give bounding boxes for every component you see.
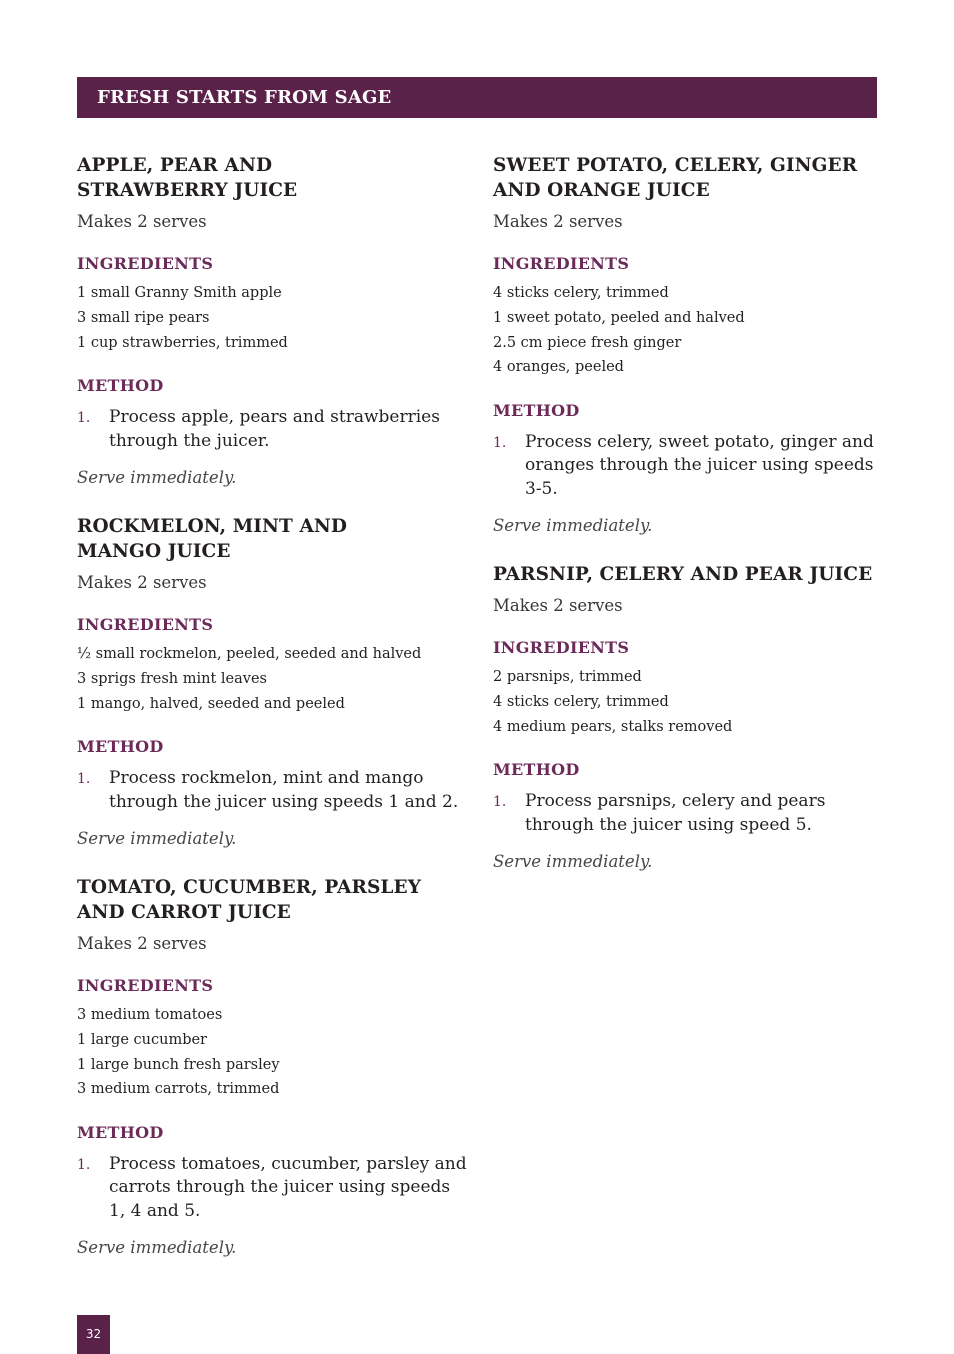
method-step bbox=[77, 1153, 467, 1223]
ingredients-heading: INGREDIENTS bbox=[77, 254, 214, 273]
step-text: Process apple, pears and strawberries through the juicer. bbox=[109, 407, 440, 451]
serve-note: Serve immediately. bbox=[493, 852, 653, 872]
ingredient-item: 1 small Granny Smith apple bbox=[77, 285, 282, 301]
ingredients-heading: INGREDIENTS bbox=[77, 614, 214, 634]
ingredient-item: 2.5 cm piece fresh ginger bbox=[493, 334, 682, 351]
step-text: Process celery, sweet potato, ginger and oranges through the juicer using speeds 3-5. bbox=[525, 432, 874, 499]
ingredient-item: 1 sweet potato, peeled and halved bbox=[493, 309, 745, 326]
method-steps bbox=[493, 790, 877, 837]
recipe-title bbox=[493, 562, 877, 587]
ingredient-item: 4 oranges, peeled bbox=[493, 359, 624, 376]
method-step bbox=[77, 406, 467, 453]
serves-text: Makes 2 serves bbox=[77, 572, 207, 592]
method-heading: METHOD bbox=[493, 760, 580, 780]
ingredient-item: 3 medium tomatoes bbox=[77, 1006, 223, 1023]
recipe-sweet-potato-celery-ginger-orange bbox=[493, 153, 877, 537]
ingredients-list bbox=[77, 1003, 467, 1102]
method-steps bbox=[77, 406, 467, 453]
method-steps bbox=[77, 1153, 467, 1223]
serve-note: Serve immediately. bbox=[77, 828, 237, 848]
ingredient-item: 4 sticks celery, trimmed bbox=[493, 693, 669, 710]
serves-text: Makes 2 serves bbox=[493, 212, 623, 231]
ingredient-item: 2 parsnips, trimmed bbox=[493, 669, 642, 686]
method-step bbox=[77, 767, 467, 814]
step-text: Process parsnips, celery and pears through the juicer using speed 5. bbox=[525, 791, 826, 835]
recipe-tomato-cucumber-parsley-carrot bbox=[77, 875, 467, 1259]
serves-text: Makes 2 serves bbox=[77, 212, 207, 231]
ingredient-item: 3 small ripe pears bbox=[77, 309, 210, 326]
ingredients-heading: INGREDIENTS bbox=[493, 638, 630, 658]
method-heading: METHOD bbox=[77, 737, 164, 757]
method-steps bbox=[77, 767, 467, 814]
recipe-title-line: AND ORANGE JUICE bbox=[493, 180, 710, 201]
recipe-apple-pear-strawberry bbox=[77, 153, 467, 489]
ingredients-list bbox=[493, 665, 877, 739]
ingredients-heading: INGREDIENTS bbox=[493, 254, 630, 273]
step-number: 1. bbox=[77, 410, 91, 427]
section-banner bbox=[77, 77, 877, 118]
ingredient-item: 4 sticks celery, trimmed bbox=[493, 285, 669, 301]
step-number: 1. bbox=[77, 771, 91, 788]
recipe-title bbox=[77, 514, 467, 564]
serve-note: Serve immediately. bbox=[77, 467, 237, 487]
ingredient-item: 1 large bunch fresh parsley bbox=[77, 1056, 280, 1073]
recipe-title bbox=[77, 875, 467, 925]
ingredient-item: 3 sprigs fresh mint leaves bbox=[77, 670, 267, 687]
ingredient-item: ½ small rockmelon, peeled, seeded and halved bbox=[77, 645, 422, 662]
recipe-parsnip-celery-pear bbox=[493, 562, 877, 873]
recipe-title-line: PARSNIP, CELERY AND PEAR JUICE bbox=[493, 564, 873, 586]
left-column bbox=[77, 153, 467, 1284]
ingredient-item: 1 mango, halved, seeded and peeled bbox=[77, 695, 345, 712]
recipe-title-line: SWEET POTATO, CELERY, GINGER bbox=[493, 155, 858, 176]
ingredient-item: 4 medium pears, stalks removed bbox=[493, 718, 733, 735]
step-number: 1. bbox=[493, 794, 507, 811]
ingredient-item: 3 medium carrots, trimmed bbox=[77, 1081, 280, 1098]
recipe-title-line: ROCKMELON, MINT AND bbox=[77, 515, 348, 537]
banner-title: FRESH STARTS FROM SAGE bbox=[97, 87, 392, 108]
method-step bbox=[493, 431, 877, 501]
right-column bbox=[493, 153, 877, 898]
recipe-title-line: AND CARROT JUICE bbox=[77, 901, 291, 923]
recipe-title bbox=[77, 153, 467, 203]
serve-note: Serve immediately. bbox=[493, 516, 653, 536]
ingredients-list bbox=[77, 642, 467, 716]
step-number: 1. bbox=[493, 435, 507, 452]
step-text: Process tomatoes, cucumber, parsley and carrots through the juicer using speeds 1, 4 and 5. bbox=[109, 1154, 467, 1221]
method-heading: METHOD bbox=[77, 1123, 164, 1143]
method-heading: METHOD bbox=[77, 376, 164, 396]
serves-text: Makes 2 serves bbox=[493, 596, 623, 616]
method-step bbox=[493, 790, 877, 837]
recipe-title-line: STRAWBERRY JUICE bbox=[77, 180, 298, 201]
serve-note: Serve immediately. bbox=[77, 1238, 237, 1258]
page-number bbox=[77, 1315, 110, 1354]
ingredients-list bbox=[77, 281, 467, 355]
step-number: 1. bbox=[77, 1157, 91, 1174]
serves-text: Makes 2 serves bbox=[77, 933, 207, 953]
recipe-title-line: TOMATO, CUCUMBER, PARSLEY bbox=[77, 876, 422, 898]
step-text: Process rockmelon, mint and mango through the juicer using speeds 1 and 2. bbox=[109, 768, 459, 812]
ingredients-heading: INGREDIENTS bbox=[77, 975, 214, 995]
method-heading: METHOD bbox=[493, 401, 580, 421]
recipe-title-line: APPLE, PEAR AND bbox=[77, 155, 273, 176]
ingredient-item: 1 large cucumber bbox=[77, 1031, 207, 1048]
recipe-title-line: MANGO JUICE bbox=[77, 540, 231, 562]
recipe-rockmelon-mint-mango bbox=[77, 514, 467, 850]
recipe-title bbox=[493, 153, 877, 203]
ingredient-item: 1 cup strawberries, trimmed bbox=[77, 334, 288, 351]
ingredients-list bbox=[493, 281, 877, 380]
method-steps bbox=[493, 431, 877, 501]
page-number-text: 32 bbox=[85, 1327, 102, 1341]
